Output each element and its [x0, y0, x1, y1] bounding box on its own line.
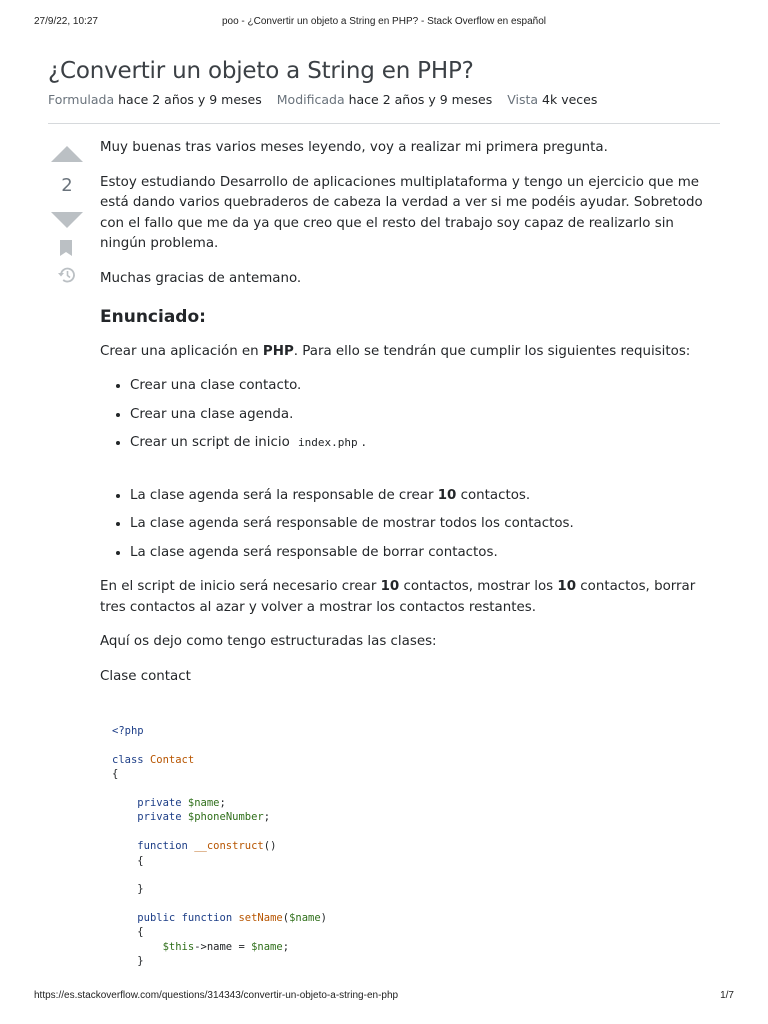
code-token: }: [137, 955, 144, 968]
code-token: $this: [162, 940, 195, 953]
code-token: Contact: [149, 753, 195, 766]
code-block[interactable]: [100, 712, 720, 970]
modified-label: Modificada: [276, 92, 345, 107]
code-token: }: [137, 883, 144, 896]
code-token: $name: [251, 940, 283, 953]
downvote-arrow-icon[interactable]: [51, 212, 83, 228]
body-paragraph: [100, 342, 720, 363]
code-line: [112, 724, 708, 738]
vote-count: 2: [61, 175, 73, 196]
body-paragraph: Muchas gracias de antemano.: [100, 270, 302, 286]
question-body: [100, 138, 720, 701]
text-span: contactos.: [456, 487, 531, 503]
code-token: __construct: [194, 840, 264, 853]
code-token: $name: [187, 796, 220, 809]
code-token: {: [137, 926, 144, 939]
code-token: $name: [289, 912, 321, 925]
list-item: • La clase agenda será responsable de borrar contactos.: [130, 543, 720, 564]
code-token: ;: [219, 796, 226, 809]
text-span: contactos, mostrar los: [399, 579, 558, 594]
print-date: 27/9/22, 10:27: [34, 16, 98, 27]
code-line: [112, 854, 708, 868]
code-line: [112, 911, 708, 925]
body-paragraph: [100, 577, 720, 618]
question-title[interactable]: ¿Convertir un objeto a String en PHP?: [48, 58, 474, 84]
code-token: <?php: [112, 725, 144, 737]
responsibilities-list: [100, 486, 720, 564]
print-url: https://es.stackoverflow.com/questions/314343/convertir-un-objeto-a-string-en-php: [34, 990, 399, 1001]
code-token: class: [112, 753, 144, 766]
code-line: [112, 897, 708, 911]
code-token: (): [263, 840, 277, 853]
question-meta: [48, 92, 597, 107]
code-line: [112, 796, 708, 810]
viewed-value: 4k veces: [542, 92, 598, 107]
print-page-number: 1/7: [720, 990, 734, 1001]
upvote-arrow-icon[interactable]: [51, 146, 83, 162]
code-token: private: [137, 796, 182, 809]
print-footer: [34, 990, 734, 1004]
code-token: $phoneNumber: [187, 811, 264, 824]
code-token: (: [282, 912, 290, 925]
requirements-list: [100, 376, 720, 454]
list-item: [130, 433, 720, 454]
list-item: • La clase agenda será responsable de mostrar todos los contactos.: [130, 514, 720, 535]
list-item: [130, 486, 720, 507]
asked-info: [48, 92, 262, 107]
body-paragraph: Aquí os dejo como tengo estructuradas las clases:: [100, 634, 437, 649]
code-line: [112, 782, 708, 796]
bold-text: 10: [380, 579, 400, 594]
code-token: public: [137, 912, 176, 925]
asked-label: Formulada: [48, 92, 115, 107]
text-span: Crear una aplicación en: [100, 343, 263, 359]
bold-text: 10: [557, 579, 577, 594]
bold-text: 10: [437, 487, 457, 503]
body-paragraph: Muy buenas tras varios meses leyendo, voy a realizar mi primera pregunta.: [100, 140, 608, 155]
text-span: La clase agenda será la responsable de crear: [130, 487, 438, 503]
code-token: {: [112, 768, 119, 781]
body-paragraph: Estoy estudiando Desarrollo de aplicaciones multiplataforma y tengo un ejercicio que me está dando varios quebraderos de cabeza la verdad a ver si me podéis ayudar. Sobretodo con el fallo que me da ya que creo que el resto del trabajo soy capaz de realizarlo sin ningún problema.: [100, 174, 703, 251]
modified-value[interactable]: hace 2 años y 9 meses: [348, 92, 493, 107]
code-token: private: [137, 811, 182, 824]
header-divider: [48, 123, 720, 124]
code-line: [112, 868, 708, 882]
code-token: function: [181, 912, 233, 925]
text-span: En el script de inicio será necesario crear: [100, 579, 381, 594]
history-icon[interactable]: [57, 266, 77, 288]
viewed-info: [507, 92, 597, 107]
code-line: [112, 753, 708, 767]
code-line: [112, 882, 708, 896]
list-item: • Crear una clase agenda.: [130, 405, 720, 426]
inline-code: index.php: [298, 436, 358, 449]
bold-text: PHP: [262, 343, 294, 359]
code-token: ): [320, 912, 327, 925]
body-heading: Enunciado:: [100, 307, 206, 327]
code-token: ->name =: [194, 940, 252, 953]
code-line: [112, 925, 708, 939]
code-line: [112, 810, 708, 824]
bookmark-icon[interactable]: [60, 240, 72, 260]
code-line: [112, 839, 708, 853]
viewed-label: Vista: [507, 92, 539, 107]
text-span: . Para ello se tendrán que cumplir los siguientes requisitos:: [293, 343, 691, 359]
asked-value[interactable]: hace 2 años y 9 meses: [118, 92, 262, 107]
code-token: setName: [238, 912, 283, 925]
code-token: ;: [263, 811, 271, 824]
print-document-title: poo - ¿Convertir un objeto a String en PHP? - Stack Overflow en español: [221, 16, 547, 27]
code-token: function: [137, 840, 188, 853]
code-line: [112, 940, 708, 954]
code-token: ;: [282, 940, 290, 953]
code-line: [112, 954, 708, 968]
print-header: [34, 16, 734, 30]
code-line: [112, 767, 708, 781]
body-paragraph: Clase contact: [100, 668, 191, 684]
modified-info: [277, 92, 492, 107]
text-span: .: [361, 435, 366, 450]
text-span: Crear un script de inicio: [130, 435, 295, 450]
code-line: [112, 825, 708, 839]
code-line: [112, 738, 708, 752]
list-item: • Crear una clase contacto.: [130, 376, 720, 397]
code-token: {: [137, 854, 144, 867]
text-span: contactos, borrar tres contactos al azar y volver a mostrar los contactos restantes.: [100, 579, 696, 615]
